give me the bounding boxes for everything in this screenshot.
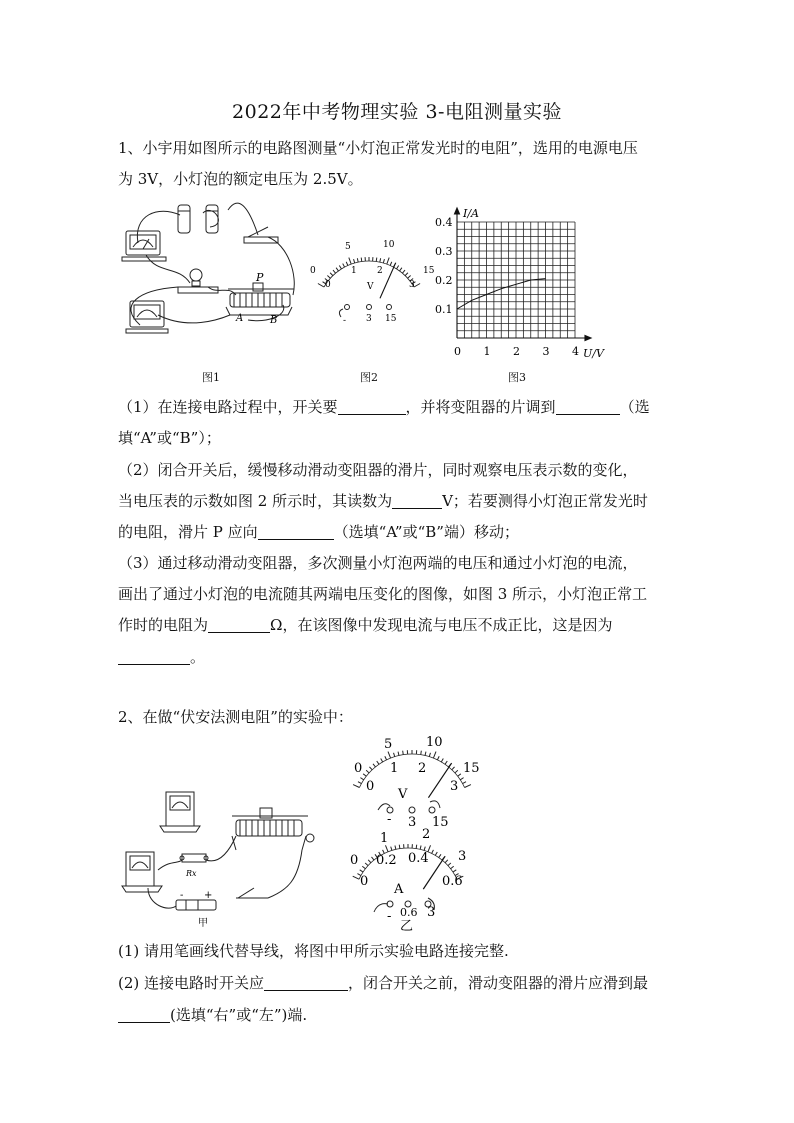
q1-part2-line3: 的电阻，滑片 P 应向 （选填“A”或“B”端）移动； [118, 523, 519, 541]
q1-part3-line1: （3）通过移动滑动变阻器，多次测量小灯泡两端的电压和通过小灯泡的电流， [118, 554, 638, 572]
m1-tick [390, 262, 392, 266]
meter1-terminal-15: 15 [385, 314, 397, 324]
volt-terminal-3: 3 [408, 815, 417, 830]
q2-part1: (1) 请用笔画线代替导线，将图中甲所示实验电路连接完整. [118, 942, 509, 960]
q1-intro-line1: 1、小宇用如图所示的电路图测量“小灯泡正常发光时的电阻”，选用的电源电压 [118, 139, 638, 157]
mv-tick [465, 785, 471, 788]
ma-tick [371, 857, 374, 860]
ma-tick [435, 852, 437, 855]
figure-jia-label: 甲 [198, 918, 208, 929]
amp-lower-0.4: 0.4 [408, 851, 429, 866]
caption-figure2: 图2 [360, 371, 378, 384]
chart-x-arrow [585, 336, 591, 341]
meter1-lower-zero: 0 [325, 280, 331, 290]
ma-tick [424, 847, 425, 851]
mv-tick [363, 774, 366, 776]
blank-switch-state[interactable] [338, 400, 406, 415]
mv-tick [425, 752, 426, 756]
meter1-lower-2: 2 [377, 266, 383, 276]
m1-tick [343, 264, 345, 268]
m1-tick [339, 266, 341, 269]
figure-jia-rx-label: Rx [186, 869, 197, 878]
mv-tick [437, 756, 439, 760]
volt-lower-2: 2 [418, 761, 427, 776]
mv-tick [373, 764, 376, 767]
q2-part2-line1: (2) 连接电路时开关应 ，闭合开关之前，滑动变阻器的滑片应滑到最 [118, 974, 649, 992]
m1-tick [318, 284, 324, 288]
page-title: 2022年中考物理实验 3-电阻测量实验 [232, 101, 562, 123]
q1-part3-line2: 画出了通过小灯泡的电流随其两端电压变化的图像，如图 3 所示，小灯泡正常工 [118, 585, 648, 603]
mv-tick [460, 778, 463, 780]
mv-tick [360, 778, 363, 780]
figure-jia-circuit [118, 780, 323, 935]
caption-figure3: 图3 [508, 371, 526, 384]
volt-lower-zero: 0 [366, 779, 375, 794]
ma-tick [451, 866, 454, 868]
volt-upper-zero: 0 [354, 761, 363, 776]
mv-tick [353, 785, 359, 788]
chart-x-tick-label: 1 [483, 345, 491, 358]
m1-tick [330, 273, 333, 276]
meter1-unit: V [367, 282, 374, 292]
m1-tick [383, 259, 384, 263]
chart-x-tick-label: 4 [572, 345, 579, 358]
volt-lower-1: 1 [390, 761, 399, 776]
q1-part3-line4: 。 [118, 650, 678, 665]
ma-tick [420, 845, 421, 849]
figure-yi-label: 乙 [400, 919, 414, 934]
amp-upper-3: 3 [458, 849, 467, 864]
figure3-iu-chart [435, 205, 610, 365]
m1-tick [376, 258, 377, 262]
ma-tick [448, 863, 451, 866]
m1-tick [397, 266, 399, 269]
mv-tick [452, 767, 455, 770]
meter1-terminal-minus: - [343, 316, 347, 326]
chart-xlabel: U/V [583, 347, 604, 360]
mv-tick [385, 756, 387, 760]
meter1-upper-5: 5 [345, 242, 351, 252]
blank-reason[interactable] [118, 650, 190, 665]
fig1-label-a: A [236, 313, 244, 324]
ma-tick [353, 876, 359, 879]
q2-intro: 2、在做“伏安法测电阻”的实验中： [118, 708, 353, 726]
chart-x-tick-label: 3 [542, 345, 550, 358]
figure2-voltmeter [305, 235, 435, 325]
ma-tick [399, 845, 400, 849]
amp-terminal-3: 3 [427, 905, 436, 920]
chart-y-tick-label: 0.4 [435, 216, 453, 229]
q1-part1-line1: （1）在连接电路过程中，开关要 ，并将变阻器的片调到 （选 [118, 398, 650, 416]
blank-resistance[interactable] [208, 618, 270, 633]
chart-y-tick-label: 0.1 [435, 303, 453, 316]
m1-tick [387, 258, 389, 265]
fig1-label-p: P [256, 271, 264, 284]
ma-tick [395, 845, 396, 849]
chart-ylabel: I/A [463, 207, 479, 220]
mv-tick [398, 752, 399, 756]
mv-tick [455, 770, 458, 773]
caption-figure1: 图1 [202, 371, 220, 384]
ma-tick [439, 854, 441, 857]
m1-tick [327, 276, 330, 279]
amp-upper-1: 1 [380, 831, 389, 846]
mv-tick [441, 758, 443, 761]
fig1-label-b: B [270, 315, 278, 326]
mv-tick [388, 752, 391, 759]
amp-lower-0.2: 0.2 [376, 853, 397, 868]
q1-part3-line3: 作时的电阻为 Ω，在该图像中发现电流与电压不成正比，这是因为 [118, 616, 613, 634]
mv-tick [433, 752, 436, 759]
m1-tick [354, 259, 355, 263]
m1-tick [380, 258, 381, 262]
blank-q2-switch[interactable] [264, 976, 348, 991]
ma-tick [360, 870, 363, 872]
volt-upper-10: 10 [426, 735, 443, 750]
mv-tick [377, 761, 379, 764]
ma-tick [453, 870, 456, 872]
battery-minus-label: - [180, 890, 184, 901]
m1-tick [336, 268, 338, 271]
mv-tick [429, 753, 430, 757]
chart-x-tick-label: 2 [513, 345, 520, 358]
mv-tick [463, 782, 466, 784]
chart-y-tick-label: 0.2 [435, 274, 453, 287]
amp-lower-zero: 0 [360, 874, 369, 889]
mv-tick [358, 782, 361, 784]
amp-unit: A [394, 882, 404, 897]
volt-terminal-15: 15 [432, 815, 449, 830]
blank-slider-end[interactable] [556, 400, 620, 415]
volt-upper-15: 15 [463, 761, 480, 776]
m1-tick [349, 258, 351, 265]
amp-terminal-minus: - [387, 909, 392, 924]
ma-tick [432, 850, 434, 854]
amp-lower-0.6: 0.6 [442, 874, 463, 889]
mv-tick [403, 751, 404, 755]
q2-part2-line2: (选填“右”或“左”)端. [118, 1008, 678, 1023]
meter1-upper-10: 10 [383, 240, 395, 250]
ma-tick [391, 847, 392, 851]
blank-q2-slider-side[interactable] [118, 1008, 170, 1023]
q1-part1-line2: 填“A”或“B”）； [118, 429, 221, 447]
mv-needle [428, 763, 451, 798]
amp-terminal-0.6: 0.6 [400, 906, 418, 919]
figure-yi-meters [350, 730, 480, 934]
ma-tick [416, 845, 417, 849]
q1-intro-line2: 为 3V，小灯泡的额定电压为 2.5V。 [118, 170, 363, 188]
volt-lower-3: 3 [450, 779, 459, 794]
m1-tick [346, 262, 348, 266]
m1-tick [408, 276, 411, 279]
volt-terminal-minus: - [387, 812, 392, 827]
volt-unit: V [398, 787, 408, 802]
figure1-circuit [118, 195, 308, 345]
chart-x-tick-label: 0 [454, 345, 461, 358]
m1-tick [400, 268, 402, 271]
mv-tick [381, 758, 383, 761]
blank-voltage-reading[interactable] [392, 494, 442, 509]
ma-tick [362, 866, 365, 868]
blank-slider-direction[interactable] [258, 525, 334, 540]
m1-tick [333, 270, 336, 273]
mv-tick [366, 770, 369, 773]
ma-tick [365, 863, 368, 866]
ma-tick [385, 845, 388, 852]
meter1-upper-15: 15 [423, 266, 435, 276]
m1-tick [357, 258, 358, 262]
m1-tick [402, 270, 405, 273]
q1-part2-line2: 当电压表的示数如图 2 所示时，其读数为 V；若要测得小灯泡正常发光时 [118, 492, 648, 510]
meter1-lower-3: 3 [409, 280, 415, 290]
volt-upper-5: 5 [384, 737, 393, 752]
chart-y-arrow [455, 208, 460, 214]
mv-tick [394, 753, 395, 757]
battery-plus-label: + [204, 890, 213, 901]
ma-tick [445, 860, 448, 863]
meter1-lower-1: 1 [351, 266, 357, 276]
mv-scale-arc [359, 754, 464, 787]
q1-part2-line1: （2）闭合开关后，缓慢移动滑动变阻器的滑片，同时观察电压表示数的变化， [118, 461, 638, 479]
amp-upper-zero: 0 [350, 853, 359, 868]
chart-y-tick-label: 0.3 [435, 245, 453, 258]
m1-tick [405, 273, 408, 276]
m1-tick [414, 284, 420, 288]
mv-tick [445, 761, 447, 764]
meter1-terminal-3: 3 [366, 314, 372, 324]
meter1-upper-zero: 0 [310, 266, 316, 276]
amp-upper-2: 2 [422, 827, 431, 842]
m1-tick [361, 258, 362, 262]
mv-tick [458, 774, 461, 776]
mv-tick [421, 751, 422, 755]
ma-tick [368, 860, 371, 863]
mv-tick [369, 767, 372, 770]
